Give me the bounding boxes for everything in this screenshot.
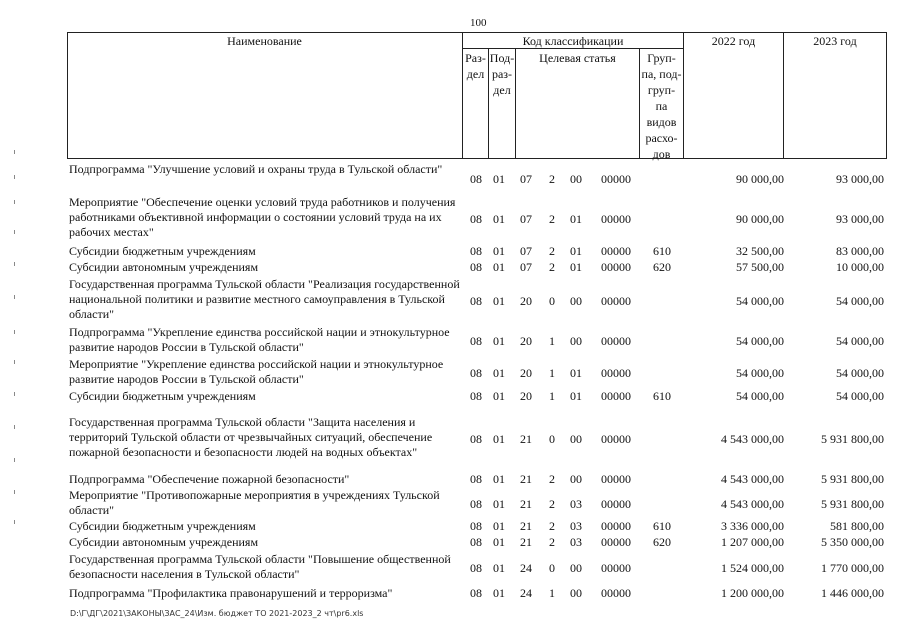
table-row — [0, 357, 905, 388]
row-value-2023: 54 000,00 — [836, 334, 884, 348]
margin-scan-mark — [14, 360, 15, 364]
row-code-c: 01 — [570, 244, 582, 258]
row-name: Субсидии бюджетным учреждениям — [69, 519, 256, 533]
row-code-c: 00 — [570, 586, 582, 600]
margin-scan-mark — [14, 295, 15, 299]
row-code-g: 620 — [653, 260, 671, 274]
row-name: Подпрограмма "Профилактика правонарушений и терроризма" — [69, 586, 393, 600]
row-code-a: 21 — [520, 497, 532, 511]
row-value-2022: 1 524 000,00 — [721, 561, 784, 575]
row-code-r: 08 — [470, 432, 482, 446]
row-name: Субсидии автономным учреждениям — [69, 535, 259, 549]
row-code-c: 00 — [570, 334, 582, 348]
header-group: Груп- па, под- груп- па видов расхо- дов — [641, 51, 682, 161]
row-name: Мероприятие "Обеспечение оценки условий труда работников и получения работниками объективной информации о состоянии условий труда на их рабочих местах" — [69, 195, 456, 239]
row-code-b: 1 — [549, 389, 555, 403]
row-value-2023: 5 931 800,00 — [821, 432, 884, 446]
row-code-a: 07 — [520, 260, 532, 274]
row-value-2023: 1 446 000,00 — [821, 586, 884, 600]
row-code-pr: 01 — [493, 497, 505, 511]
row-code-pr: 01 — [493, 260, 505, 274]
row-code-b: 2 — [549, 472, 555, 486]
row-code-r: 08 — [470, 172, 482, 186]
row-code-pr: 01 — [493, 172, 505, 186]
row-code-b: 0 — [549, 432, 555, 446]
row-code-c: 00 — [570, 561, 582, 575]
table-row — [0, 260, 905, 275]
table-row — [0, 552, 905, 583]
row-code-c: 01 — [570, 389, 582, 403]
row-value-2023: 54 000,00 — [836, 294, 884, 308]
row-code-b: 2 — [549, 260, 555, 274]
row-code-a: 20 — [520, 389, 532, 403]
margin-scan-mark — [14, 330, 15, 334]
row-code-r: 08 — [470, 561, 482, 575]
table-row — [0, 586, 905, 601]
row-name: Государственная программа Тульской области "Реализация государственной национальной политики и развитие местного самоуправления в Тульской области" — [69, 277, 460, 321]
table-row — [0, 472, 905, 487]
table-row — [0, 244, 905, 259]
row-code-r: 08 — [470, 586, 482, 600]
row-code-g: 610 — [653, 519, 671, 533]
row-code-a: 20 — [520, 334, 532, 348]
row-code-pr: 01 — [493, 366, 505, 380]
file-path-footer: D:\Г\ДГ\2021\ЗАКОНЫ\ЗАС_24\Изм. бюджет ТО 2021-2023_2 чт\pr6.xls — [70, 609, 364, 618]
row-code-r: 08 — [470, 244, 482, 258]
row-value-2022: 3 336 000,00 — [721, 519, 784, 533]
row-value-2022: 54 000,00 — [736, 366, 784, 380]
row-code-b: 1 — [549, 334, 555, 348]
row-code-b: 2 — [549, 535, 555, 549]
row-code-b: 1 — [549, 586, 555, 600]
margin-scan-mark — [14, 392, 15, 396]
row-code-g: 610 — [653, 389, 671, 403]
row-value-2023: 5 931 800,00 — [821, 497, 884, 511]
row-code-pr: 01 — [493, 535, 505, 549]
row-code-a: 21 — [520, 472, 532, 486]
row-code-b: 0 — [549, 294, 555, 308]
row-code-b: 2 — [549, 172, 555, 186]
row-code-d: 00000 — [601, 334, 631, 348]
row-value-2022: 90 000,00 — [736, 212, 784, 226]
row-value-2022: 54 000,00 — [736, 294, 784, 308]
row-name: Субсидии бюджетным учреждениям — [69, 244, 256, 258]
row-code-r: 08 — [470, 519, 482, 533]
row-code-pr: 01 — [493, 294, 505, 308]
row-value-2023: 93 000,00 — [836, 212, 884, 226]
row-code-c: 00 — [570, 172, 582, 186]
row-value-2023: 83 000,00 — [836, 244, 884, 258]
row-code-b: 2 — [549, 244, 555, 258]
header-target: Целевая статья — [539, 51, 616, 65]
margin-scan-mark — [14, 200, 15, 204]
row-code-c: 03 — [570, 535, 582, 549]
row-code-d: 00000 — [601, 212, 631, 226]
row-code-c: 01 — [570, 212, 582, 226]
row-code-a: 07 — [520, 172, 532, 186]
row-code-d: 00000 — [601, 586, 631, 600]
row-code-a: 24 — [520, 561, 532, 575]
margin-scan-mark — [14, 175, 15, 179]
row-code-r: 08 — [470, 212, 482, 226]
row-code-g: 610 — [653, 244, 671, 258]
row-value-2023: 10 000,00 — [836, 260, 884, 274]
margin-scan-mark — [14, 458, 15, 462]
row-code-d: 00000 — [601, 519, 631, 533]
row-code-b: 1 — [549, 366, 555, 380]
row-code-c: 01 — [570, 366, 582, 380]
row-code-d: 00000 — [601, 497, 631, 511]
row-value-2022: 1 207 000,00 — [721, 535, 784, 549]
header-podrazdel: Под- раз- дел — [489, 51, 515, 97]
row-code-pr: 01 — [493, 334, 505, 348]
row-value-2022: 1 200 000,00 — [721, 586, 784, 600]
row-code-d: 00000 — [601, 294, 631, 308]
row-value-2023: 1 770 000,00 — [821, 561, 884, 575]
table-row — [0, 519, 905, 534]
row-name: Мероприятие "Укрепление единства российской нации и этнокультурное развитие народов России в Тульской области" — [69, 357, 444, 386]
row-code-pr: 01 — [493, 212, 505, 226]
row-value-2022: 54 000,00 — [736, 334, 784, 348]
row-code-d: 00000 — [601, 172, 631, 186]
row-value-2022: 4 543 000,00 — [721, 472, 784, 486]
row-name: Подпрограмма "Обеспечение пожарной безопасности" — [69, 472, 350, 486]
row-code-a: 20 — [520, 366, 532, 380]
page-number: 100 — [470, 17, 487, 29]
row-code-pr: 01 — [493, 472, 505, 486]
row-name: Государственная программа Тульской области "Повышение общественной безопасности населения в Тульской области" — [69, 552, 451, 581]
table-row — [0, 325, 905, 356]
row-value-2023: 54 000,00 — [836, 389, 884, 403]
margin-scan-mark — [14, 425, 15, 429]
row-code-r: 08 — [470, 497, 482, 511]
row-code-a: 21 — [520, 519, 532, 533]
row-code-r: 08 — [470, 294, 482, 308]
row-value-2022: 57 500,00 — [736, 260, 784, 274]
table-row — [0, 277, 905, 324]
row-code-a: 21 — [520, 432, 532, 446]
row-code-d: 00000 — [601, 260, 631, 274]
row-name: Подпрограмма "Укрепление единства российской нации и этнокультурное развитие народов России в Тульской области" — [69, 325, 450, 354]
header-code-group: Код классификации — [522, 34, 624, 48]
row-name: Подпрограмма "Улучшение условий и охраны труда в Тульской области" — [69, 162, 443, 176]
table-header — [67, 32, 887, 159]
row-value-2023: 5 350 000,00 — [821, 535, 884, 549]
row-value-2022: 32 500,00 — [736, 244, 784, 258]
margin-scan-mark — [14, 490, 15, 494]
row-value-2023: 581 800,00 — [830, 519, 884, 533]
table-row — [0, 195, 905, 242]
margin-scan-mark — [14, 520, 15, 524]
row-code-a: 21 — [520, 535, 532, 549]
row-code-pr: 01 — [493, 561, 505, 575]
row-value-2022: 90 000,00 — [736, 172, 784, 186]
row-code-r: 08 — [470, 334, 482, 348]
row-code-b: 2 — [549, 212, 555, 226]
row-code-pr: 01 — [493, 244, 505, 258]
header-name: Наименование — [227, 34, 302, 48]
row-code-pr: 01 — [493, 586, 505, 600]
row-code-a: 07 — [520, 212, 532, 226]
row-code-pr: 01 — [493, 432, 505, 446]
row-value-2022: 4 543 000,00 — [721, 497, 784, 511]
row-code-d: 00000 — [601, 472, 631, 486]
table-row — [0, 389, 905, 404]
row-code-r: 08 — [470, 472, 482, 486]
row-code-a: 20 — [520, 294, 532, 308]
row-value-2023: 54 000,00 — [836, 366, 884, 380]
row-code-d: 00000 — [601, 389, 631, 403]
row-code-a: 07 — [520, 244, 532, 258]
margin-scan-mark — [14, 150, 15, 154]
table-row — [0, 488, 905, 519]
row-code-c: 03 — [570, 497, 582, 511]
row-code-r: 08 — [470, 389, 482, 403]
row-code-d: 00000 — [601, 432, 631, 446]
row-value-2022: 4 543 000,00 — [721, 432, 784, 446]
row-code-c: 03 — [570, 519, 582, 533]
row-code-pr: 01 — [493, 389, 505, 403]
header-razdel: Раз- дел — [465, 51, 486, 81]
row-code-pr: 01 — [493, 519, 505, 533]
row-code-d: 00000 — [601, 366, 631, 380]
row-value-2023: 93 000,00 — [836, 172, 884, 186]
table-row — [0, 535, 905, 550]
margin-scan-mark — [14, 262, 15, 266]
header-year-2022: 2022 год — [711, 34, 756, 48]
row-name: Государственная программа Тульской области "Защита населения и территорий Тульской области от чрезвычайных ситуаций, обеспечение пожарной безопасности и безопасности людей на водных объектах" — [69, 415, 433, 459]
table-row — [0, 415, 905, 462]
row-name: Субсидии бюджетным учреждениям — [69, 389, 256, 403]
row-value-2023: 5 931 800,00 — [821, 472, 884, 486]
row-code-g: 620 — [653, 535, 671, 549]
row-code-b: 2 — [549, 519, 555, 533]
table-row — [0, 162, 905, 194]
row-code-d: 00000 — [601, 244, 631, 258]
row-code-r: 08 — [470, 366, 482, 380]
row-code-b: 2 — [549, 497, 555, 511]
row-code-c: 00 — [570, 472, 582, 486]
row-name: Мероприятие "Противопожарные мероприятия в учреждениях Тульской области" — [69, 488, 440, 517]
row-code-c: 00 — [570, 432, 582, 446]
row-code-d: 00000 — [601, 535, 631, 549]
row-code-r: 08 — [470, 260, 482, 274]
row-code-r: 08 — [470, 535, 482, 549]
row-code-b: 0 — [549, 561, 555, 575]
row-value-2022: 54 000,00 — [736, 389, 784, 403]
row-code-d: 00000 — [601, 561, 631, 575]
row-code-c: 00 — [570, 294, 582, 308]
margin-scan-mark — [14, 230, 15, 234]
row-name: Субсидии автономным учреждениям — [69, 260, 259, 274]
row-code-a: 24 — [520, 586, 532, 600]
header-year-2023: 2023 год — [813, 34, 857, 48]
row-code-c: 01 — [570, 260, 582, 274]
